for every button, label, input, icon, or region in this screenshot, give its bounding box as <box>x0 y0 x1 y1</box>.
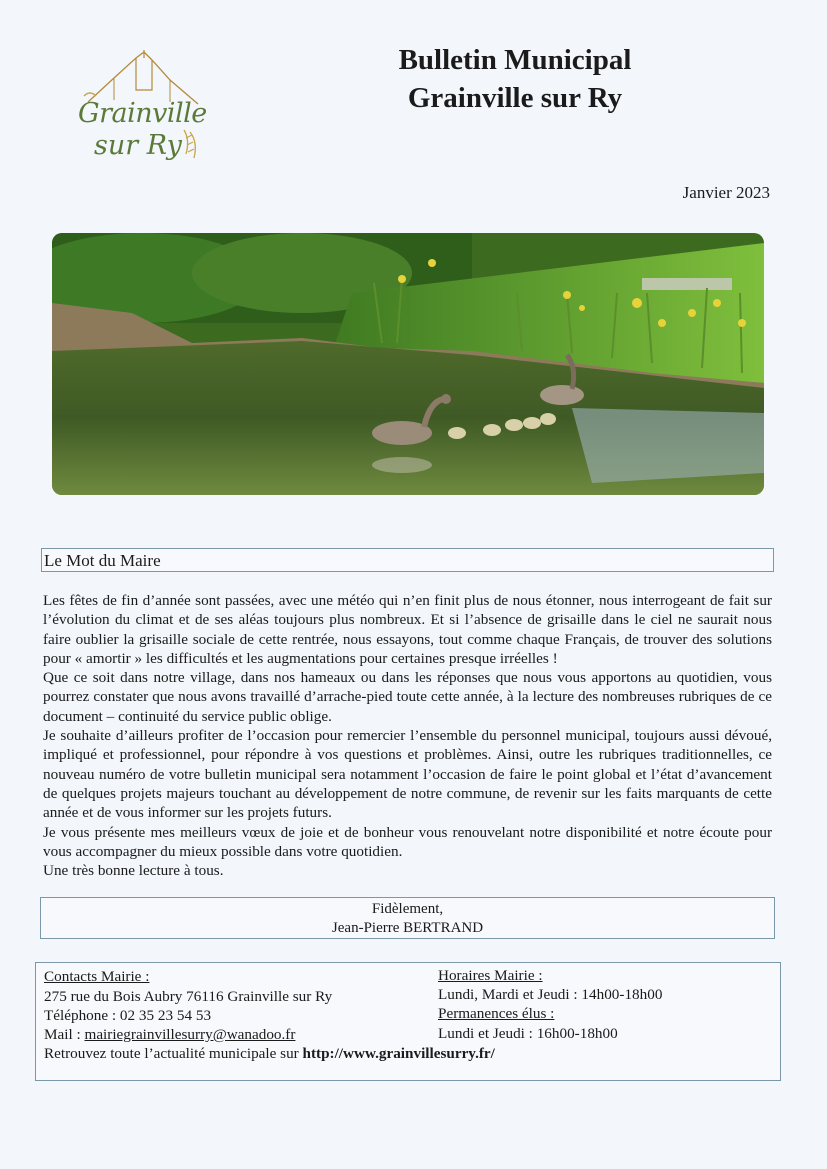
village-logo <box>74 50 214 170</box>
message-paragraph: Je vous présente mes meilleurs vœux de joie et de bonheur vous renouvelant notre disponibilité et notre écoute pour vous accompagner du mieux possible dans votre quotidien. <box>43 823 772 860</box>
mayor-message <box>43 591 772 880</box>
hours-heading: Horaires Mairie : <box>438 967 543 984</box>
page-title: Bulletin Municipal <box>398 44 632 76</box>
section-heading-mot-du-maire <box>41 548 774 572</box>
issue-date: Janvier 2023 <box>682 183 770 202</box>
contacts-phone: Téléphone : 02 35 23 54 53 <box>44 1007 212 1024</box>
mail-label: Mail : <box>44 1026 85 1043</box>
logo-text-line1: Grainville <box>78 98 207 129</box>
mail-link[interactable]: mairiegrainvillesurry@wanadoo.fr <box>84 1026 296 1043</box>
message-paragraph: Que ce soit dans notre village, dans nos hameaux ou dans les réponses que nous vous apportons au quotidien, vous pourrez constater que nous avons travaillé d’arrache-pied toute cette année, à la lecture des nombreuses rubriques de ce document – continuité du service public oblige. <box>43 669 772 725</box>
permanences-heading: Permanences élus : <box>438 1005 555 1022</box>
signature-box <box>40 897 775 939</box>
contacts-address: 275 rue du Bois Aubry 76116 Grainville sur Ry <box>44 988 333 1005</box>
contacts-web-row <box>44 1044 495 1063</box>
contacts-box <box>35 962 781 1081</box>
closing-text: Fidèlement, <box>371 901 444 917</box>
page-subtitle: Grainville sur Ry <box>407 82 623 114</box>
logo-text-line2: sur Ry <box>94 130 182 161</box>
message-paragraph: Les fêtes de fin d’année sont passées, avec une météo qui n’en finit plus de nous étonner, nous interrogeant de fait sur l’évolution du climat et de ses aléas toujours plus nombreux. Et si l’absence de grisaille dans le ciel ne saurait nous faire oublier la grisaille sociale de cette rentrée, nous essayons, tout comme chaque Français, de trouver des solutions pour « amortir » les difficultés et les augmentations pour certaines presque irréelles ! <box>43 592 772 667</box>
permanences-text: Lundi et Jeudi : 16h00-18h00 <box>438 1025 618 1042</box>
section-heading-text: Le Mot du Maire <box>44 551 161 570</box>
mayor-signature: Jean-Pierre BERTRAND <box>331 920 484 936</box>
contacts-mail-row <box>44 1025 295 1044</box>
website-link[interactable]: http://www.grainvillesurry.fr/ <box>302 1045 495 1062</box>
message-paragraph: Je souhaite d’ailleurs profiter de l’occasion pour remercier l’ensemble du personnel municipal, toujours aussi dévoué, impliqué et professionnel, pour répondre à vos questions et problèmes. Ainsi, outre les rubriques traditionnelles, ce nouveau numéro de votre bulletin municipal sera notamment l’occasion de faire le point global et l’état d’avancement de quelques projets majeurs touchant au développement de notre commune, de revenir sur les faits marquants de cette année et de vous informer sur les projets futurs. <box>43 727 772 822</box>
hours-text: Lundi, Mardi et Jeudi : 14h00-18h00 <box>438 986 663 1003</box>
web-label: Retrouvez toute l’actualité municipale sur <box>44 1045 303 1062</box>
message-paragraph: Une très bonne lecture à tous. <box>43 862 224 880</box>
contacts-heading: Contacts Mairie : <box>44 968 150 985</box>
pond-with-geese-photo <box>52 233 764 495</box>
